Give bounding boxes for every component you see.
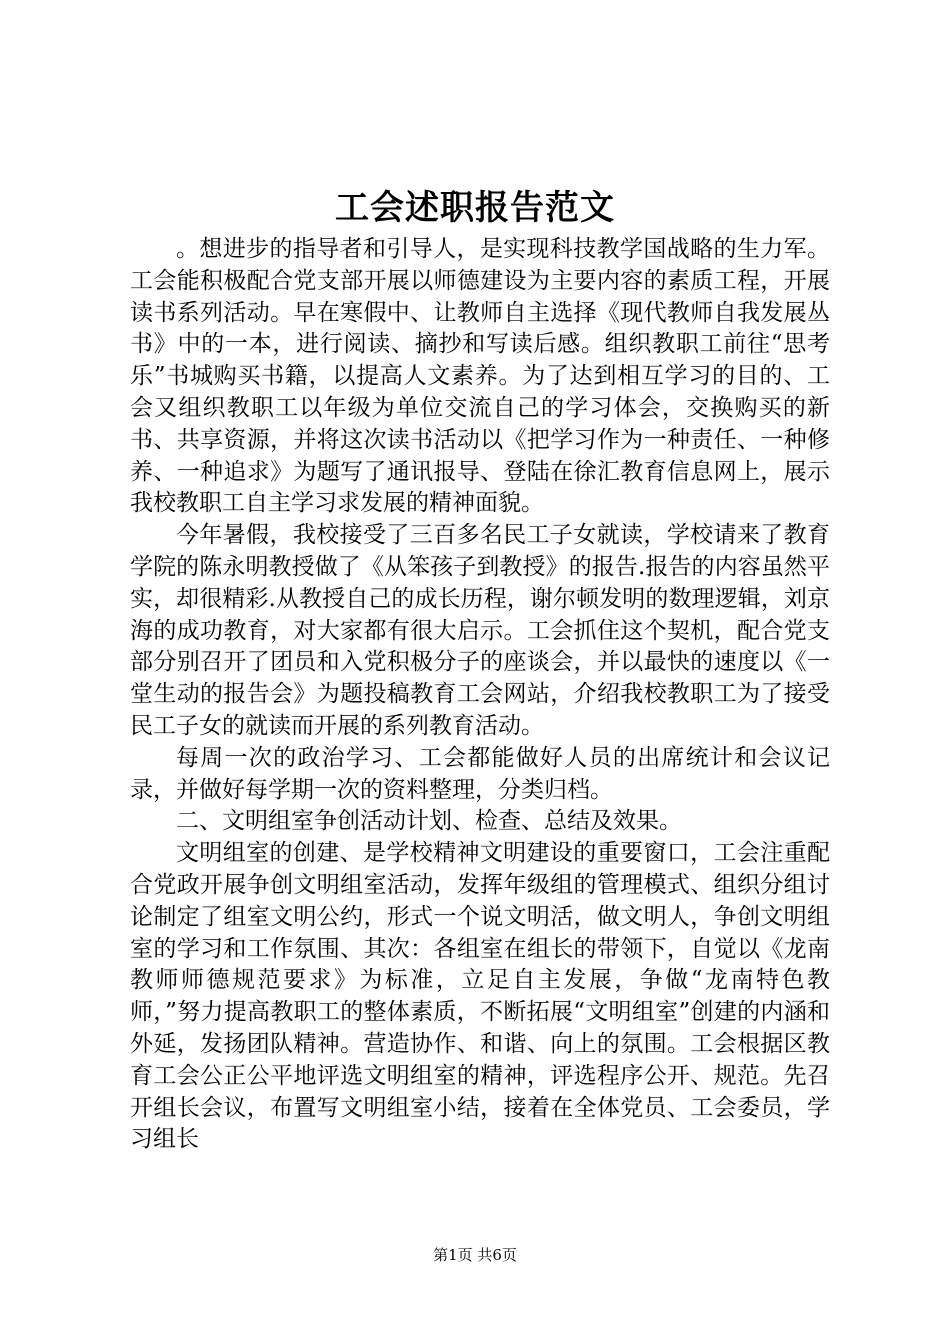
page-number-footer: 第1页 共6页 <box>433 1246 517 1264</box>
paragraph-weekly-study: 每周一次的政治学习、工会都能做好人员的出席统计和会议记录，并做好每学期一次的资料整理，分类归档。 <box>130 744 830 803</box>
paragraph-summer-report: 今年暑假，我校接受了三百多名民工子女就读，学校请来了教育学院的陈永明教授做了《从笨孩子到教授》的报告.报告的内容虽然平实，却很精彩.从教授自己的成长历程，谢尔顿发明的数理逻辑，刘京海的成功教育，对大家都有很大启示。工会抓住这个契机，配合党支部分别召开了团员和入党积极分子的座谈会，并以最快的速度以《一堂生动的报告会》为题投稿教育工会网站，介绍我校教职工为了接受民工子女的就读而开展的系列教育活动。 <box>130 522 830 739</box>
paragraph-civilized-office: 文明组室的创建、是学校精神文明建设的重要窗口，工会注重配合党政开展争创文明组室活动，发挥年级组的管理模式、组织分组讨论制定了组室文明公约，形式一个说文明活，做文明人，争创文明组室的学习和工作氛围、其次：各组室在组长的带领下，自觉以《龙南教师师德规范要求》为标准，立足自主发展，争做“龙南特色教师，”努力提高教职工的整体素质，不断拓展“文明组室”创建的内涵和外延，发扬团队精神。营造协作、和谐、向上的氛围。工会根据区教育工会公正公平地评选文明组室的精神，评选程序公开、规范。先召开组长会议，布置写文明组室小结，接着在全体党员、工会委员，学习组长 <box>130 840 830 1153</box>
document-body <box>130 234 830 1156</box>
document-title: 工会述职报告范文 <box>335 188 615 228</box>
section-heading-civilized-office: 二、文明组室争创活动计划、检查、总结及效果。 <box>176 808 682 835</box>
paragraph-reading-activity: 。想进步的指导者和引导人，是实现科技教学国战略的生力军。工会能积极配合党支部开展以师德建设为主要内容的素质工程，开展读书系列活动。早在寒假中、让教师自主选择《现代教师自我发展丛书》中的一本，进行阅读、摘抄和写读后感。组织教职工前往“思考乐”书城购买书籍，以提高人文素养。为了达到相互学习的目的、工会又组织教职工以年级为单位交流自己的学习体会，交换购买的新书、共享资源，并将这次读书活动以《把学习作为一种责任、一种修养、一种追求》为题写了通讯报导、登陆在徐汇教育信息网上，展示我校教职工自主学习求发展的精神面貌。 <box>130 236 830 517</box>
